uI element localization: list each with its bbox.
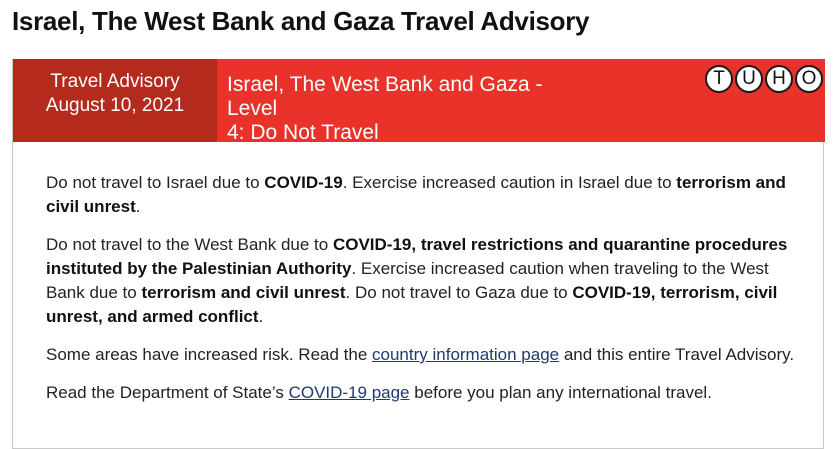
advisory-label: Travel Advisory bbox=[50, 71, 180, 92]
advisory-level bbox=[227, 73, 587, 145]
risk-indicators bbox=[705, 65, 823, 93]
text: . bbox=[258, 307, 264, 326]
bold-text: terrorism and civil unrest bbox=[46, 173, 786, 216]
text: Read the Department of State’s bbox=[46, 383, 289, 402]
text: . bbox=[135, 197, 141, 216]
covid-19-page-link[interactable]: COVID-19 page bbox=[288, 383, 410, 402]
advisory-date-box bbox=[13, 59, 217, 142]
bold-text: COVID-19, terrorism, civil unrest, and armed conflict bbox=[46, 283, 778, 326]
paragraph-increased-risk bbox=[46, 343, 796, 367]
text: Do not travel to the West Bank due to bbox=[46, 235, 333, 254]
paragraph-covid-page bbox=[46, 381, 796, 405]
text: Do not travel to Israel due to bbox=[46, 173, 265, 192]
bold-text: COVID-19 bbox=[264, 173, 343, 192]
indicator-u-badge[interactable]: U bbox=[735, 65, 763, 93]
paragraph-west-bank-gaza bbox=[46, 233, 796, 329]
paragraph-israel bbox=[46, 171, 796, 219]
advisory-card bbox=[12, 59, 824, 449]
page-title: Israel, The West Bank and Gaza Travel Advisory bbox=[12, 6, 590, 36]
country-information-link[interactable]: country information page bbox=[372, 345, 560, 364]
text: . Exercise increased caution when traveling to the West Bank due to bbox=[46, 259, 769, 302]
text: and this entire Travel Advisory. bbox=[559, 345, 795, 364]
text: before you plan any international travel. bbox=[409, 383, 712, 402]
indicator-h-badge[interactable]: H bbox=[765, 65, 793, 93]
advisory-date: August 10, 2021 bbox=[45, 95, 185, 116]
advisory-banner bbox=[13, 59, 825, 142]
advisory-level-line2: 4: Do Not Travel bbox=[227, 121, 379, 144]
advisory-level-line1: Israel, The West Bank and Gaza - Level bbox=[227, 73, 543, 120]
text: . Do not travel to Gaza due to bbox=[345, 283, 573, 302]
bold-text: terrorism and civil unrest bbox=[141, 283, 346, 302]
advisory-body bbox=[46, 171, 796, 419]
text: Some areas have increased risk. Read the bbox=[46, 345, 373, 364]
bold-text: COVID-19, travel restrictions and quarantine procedures instituted by the Palestinian Authority bbox=[46, 235, 788, 278]
indicator-t-badge[interactable]: T bbox=[705, 65, 733, 93]
indicator-o-badge[interactable]: O bbox=[795, 65, 823, 93]
text: . Exercise increased caution in Israel due to bbox=[342, 173, 677, 192]
